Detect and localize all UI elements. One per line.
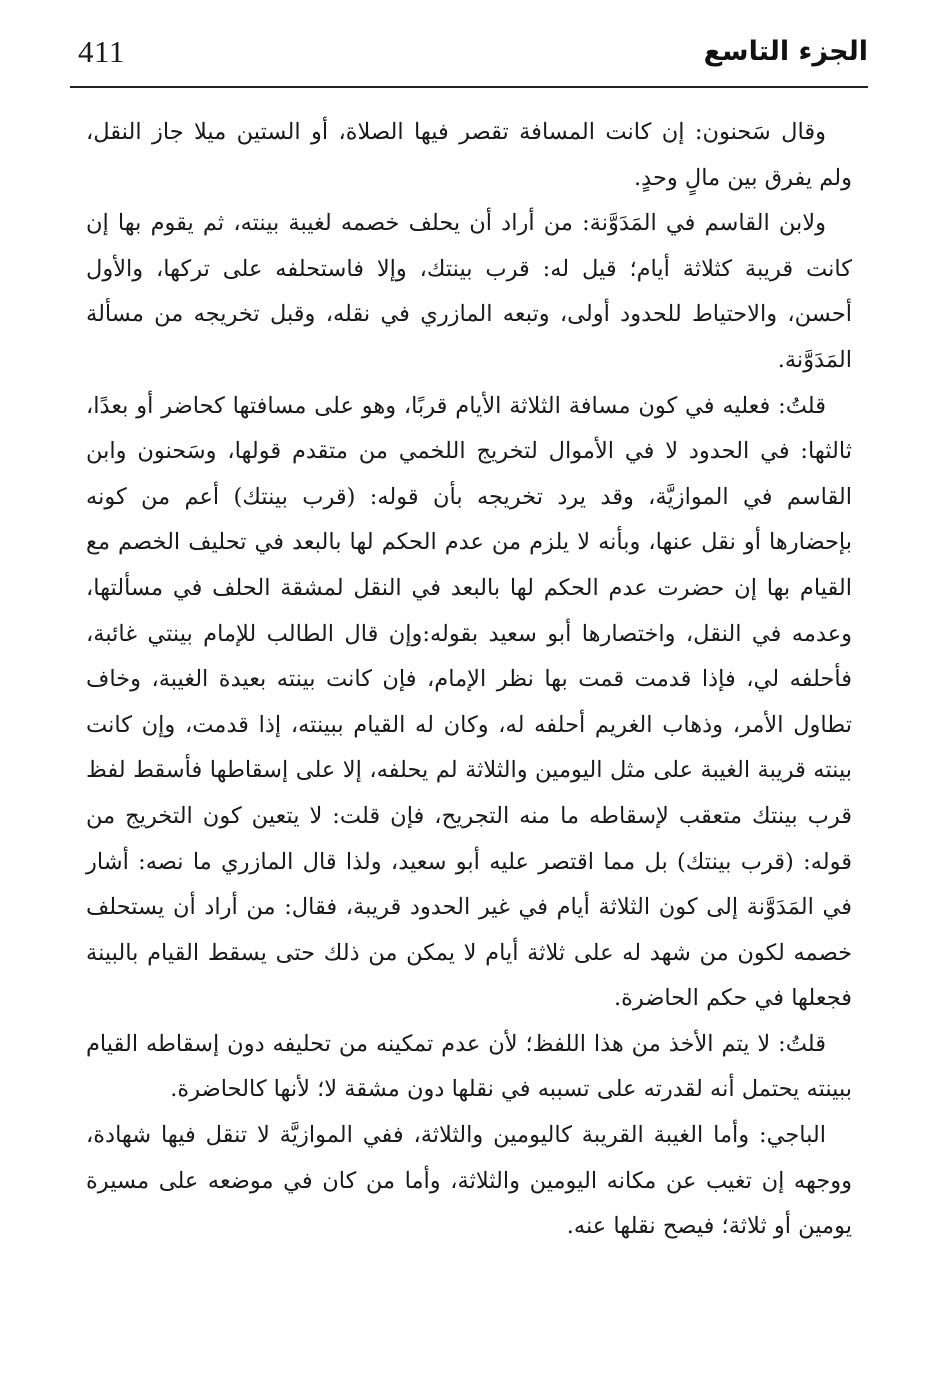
paragraph-5: الباجي: وأما الغيبة القريبة كاليومين والثلاثة، ففي الموازيَّة لا تنقل فيها شهادة، ووجهه إن تغيب عن مكانه اليومين والثلاثة، وأما من كان في موضعه على مسيرة يومين أو ثلاثة؛ فيصح نقلها عنه. [86,1122,852,1240]
page-header [70,30,868,88]
paragraph-3: قلتُ: فعليه في كون مسافة الثلاثة الأيام قربًا، وهو على مسافتها كحاضر أو بعدًا، ثالثها: في الحدود لا في الأموال لتخريج اللخمي من متقدم قولها، وسَحنون وابن القاسم في الموازيَّة، وقد يرد تخريجه بأن قوله: (قرب بينتك) أعم من كونه بإحضارها أو نقل عنها، وبأنه لا يلزم من عدم الحكم لها بالبعد في تحليف الخصم مع القيام بها إن حضرت عدم الحكم لها بالبعد في النقل لمشقة الحلف في مسألتها، وعدمه في النقل، واختصارها أبو سعيد بقوله:وإن قال الطالب للإمام بينتي غائبة، فأحلفه لي، فإذا قدمت قمت بها نظر الإمام، فإن كانت بينته بعيدة الغيبة، وخاف تطاول الأمر، وذهاب الغريم أحلفه له، وكان له القيام ببينته، إذا قدمت، وإن كانت بينته قريبة الغيبة على مثل اليومين والثلاثة لم يحلفه، إلا على إسقاطها فأسقط لفظ قرب بينتك متعقب لإسقاطه ما منه التجريح، فإن قلت: لا يتعين كون التخريج من قوله: (قرب بينتك) بل مما اقتصر عليه أبو سعيد، ولذا قال المازري ما نصه: أشار في المَدَوَّنة إلى كون الثلاثة أيام في غير الحدود قريبة، فقال: من أراد أن يستحلف خصمه لكون من شهد له على ثلاثة أيام لا يمكن من ذلك حتى يسقط القيام بالبينة فجعلها في حكم الحاضرة. [86,392,852,1012]
paragraph-2: ولابن القاسم في المَدَوَّنة: من أراد أن يحلف خصمه لغيبة بينته، ثم يقوم بها إن كانت قريبة كثلاثة أيام؛ قيل له: قرب بينتك، وإلا فاستحلفه على تركها، والأول أحسن، والاحتياط للحدود أولى، وتبعه المازري في نقله، وقبل تخريجه من مسألة المَدَوَّنة. [86,210,852,373]
paragraph-4: قلتُ: لا يتم الأخذ من هذا اللفظ؛ لأن عدم تمكينه من تحليفه دون إسقاطه القيام ببينته يحتمل أنه لقدرته على تسببه في نقلها دون مشقة لا؛ لأنها كالحاضرة. [86,1030,852,1103]
main-text [86,110,852,1250]
header-divider [70,86,868,88]
running-title: الجزء التاسع [703,36,868,67]
paragraph-1: وقال سَحنون: إن كانت المسافة تقصر فيها الصلاة، أو الستين ميلا جاز النقل، ولم يفرق بين مالٍ وحدٍ. [86,119,852,191]
page-number: 411 [78,34,125,69]
